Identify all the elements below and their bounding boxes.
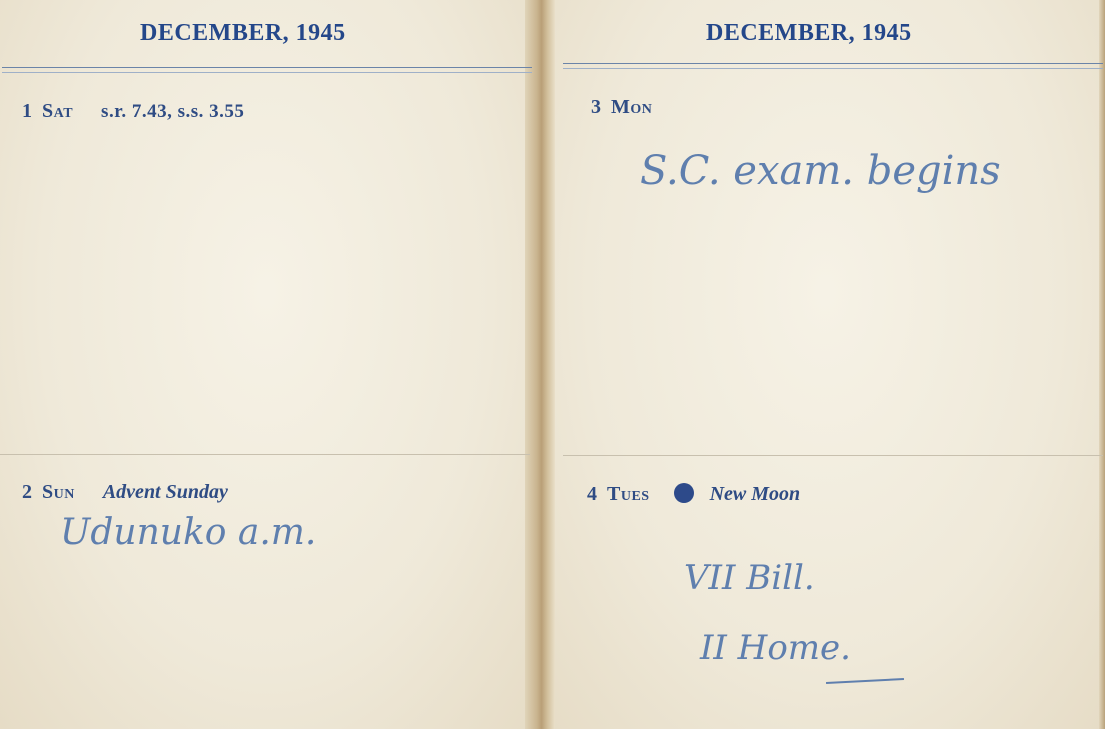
sunrise-sunset: s.r. 7.43, s.s. 3.55: [101, 101, 245, 122]
moon-phase-label: New Moon: [709, 483, 801, 505]
weekday-label: Sun: [42, 481, 75, 503]
right-header-rule: [563, 63, 1103, 64]
handwritten-note-day-4-line-1: VII Bill.: [684, 558, 815, 598]
day-4-heading: [587, 480, 800, 506]
day-number: 3: [591, 96, 601, 118]
right-page-header: DECEMBER, 1945: [706, 20, 912, 46]
day-1-heading: [22, 100, 244, 123]
page-edge: [1099, 0, 1105, 729]
left-page-header: DECEMBER, 1945: [140, 20, 346, 46]
right-header-rule-thin: [563, 68, 1103, 69]
day-2-heading: [22, 481, 228, 504]
weekday-label: Sat: [42, 100, 74, 122]
day-number: 1: [22, 100, 32, 122]
weekday-label: Mon: [611, 96, 653, 118]
handwritten-note-day-2: Udunuko a.m.: [60, 512, 317, 553]
right-divider: [563, 455, 1103, 456]
left-header-rule-thin: [2, 72, 532, 73]
feast-label: Advent Sunday: [102, 481, 228, 503]
new-moon-icon: [674, 483, 694, 503]
day-number: 2: [22, 481, 32, 503]
left-divider: [0, 454, 530, 455]
left-header-rule: [2, 67, 532, 68]
handwritten-note-day-3: S.C. exam. begins: [640, 148, 1001, 194]
handwritten-note-day-4-line-2: II Home.: [700, 628, 851, 668]
day-3-heading: [591, 96, 652, 119]
day-number: 4: [587, 483, 597, 505]
weekday-label: Tues: [607, 483, 650, 505]
book-gutter: [525, 0, 555, 729]
